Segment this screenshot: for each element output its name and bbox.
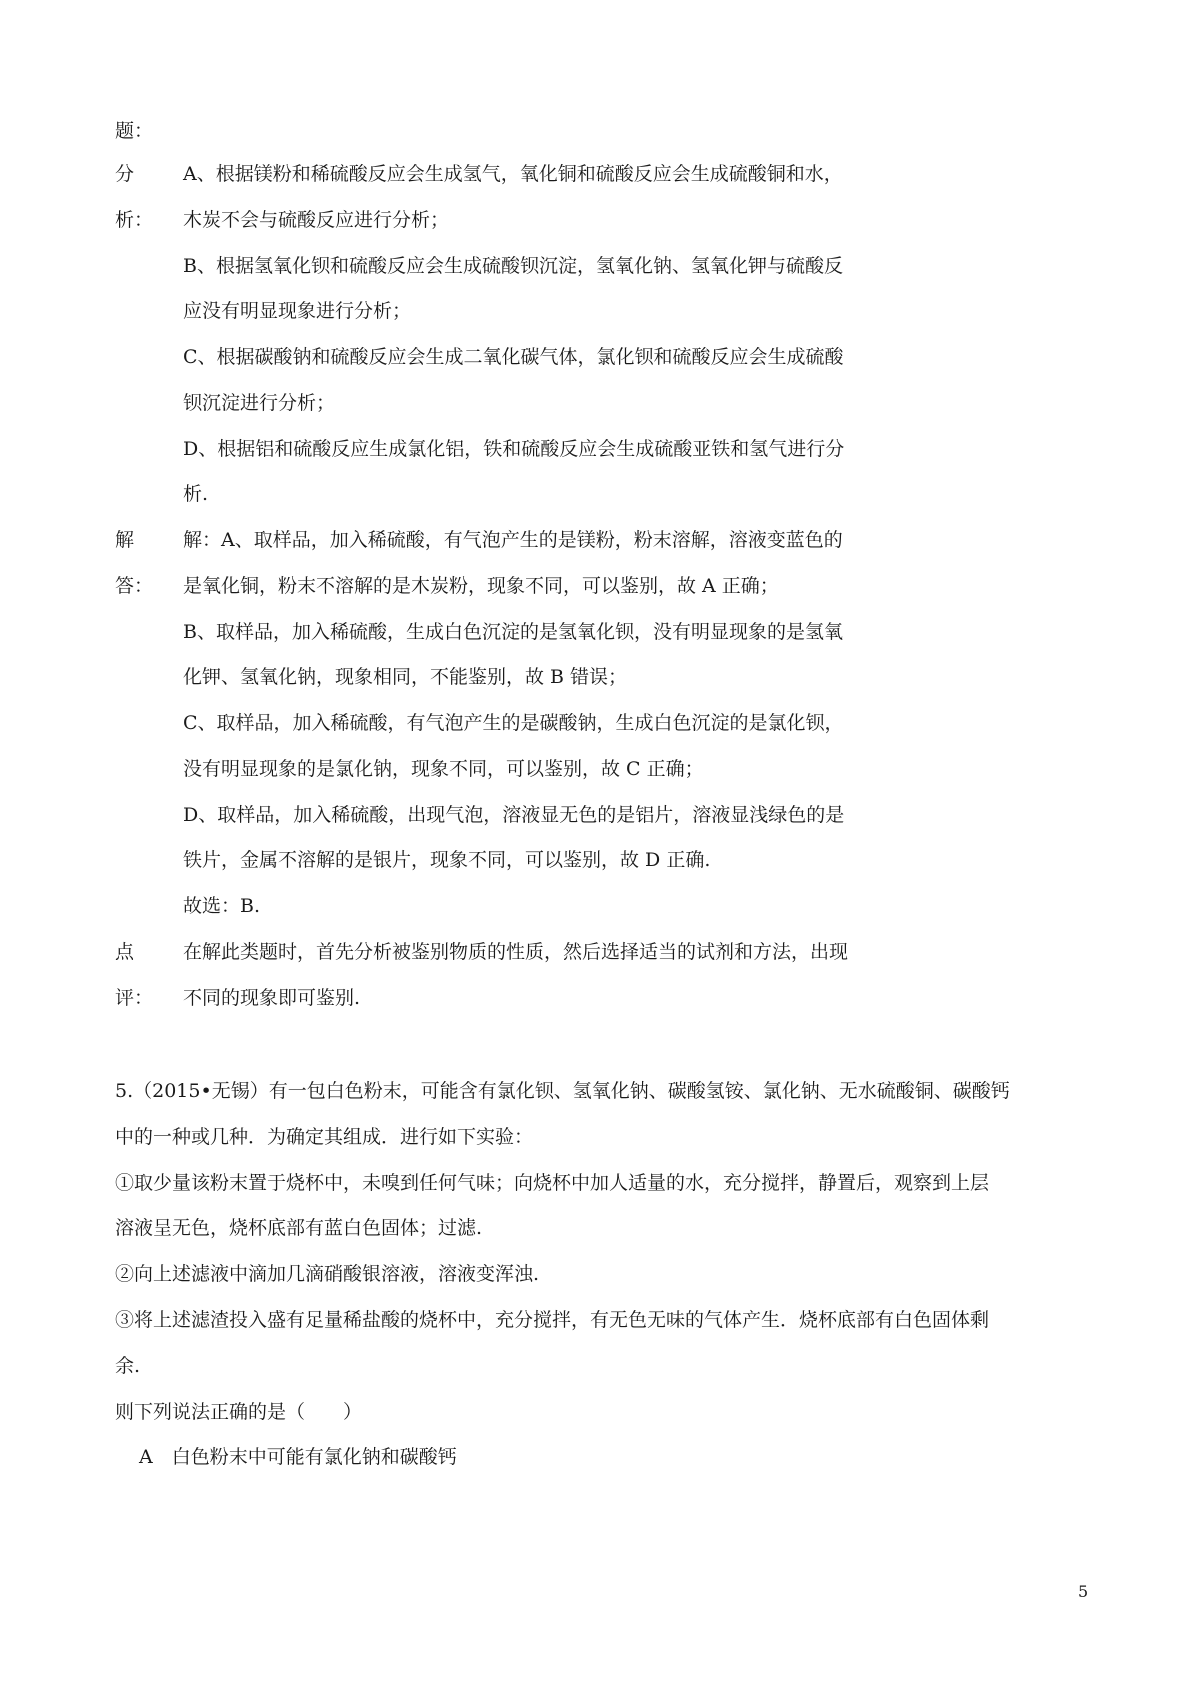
page-number: 5: [1078, 1582, 1089, 1601]
analysis-label-part1: 分: [115, 163, 135, 185]
solution-line: 没有明显现象的是氯化钠，现象不同，可以鉴别，故 C 正确；: [183, 758, 704, 780]
analysis-line: B、根据氢氧化钡和硫酸反应会生成硫酸钡沉淀，氢氧化钠、氢氧化钾与硫酸反: [183, 255, 843, 277]
solution-line: 化钾、氢氧化钠，现象相同，不能鉴别，故 B 错误；: [183, 666, 628, 688]
solution-line: C、取样品，加入稀硫酸，有气泡产生的是碳酸钠，生成白色沉淀的是氯化钡，: [183, 712, 844, 734]
question5-step3: 余.: [115, 1355, 141, 1377]
analysis-line: 应没有明显现象进行分析；: [183, 300, 412, 322]
question5-step2: ②向上述滤液中滴加几滴硝酸银溶液，溶液变浑浊.: [115, 1263, 540, 1285]
question5-step1: 溶液呈无色，烧杯底部有蓝白色固体；过滤.: [115, 1217, 483, 1239]
analysis-heading-tail: 题：: [115, 120, 154, 142]
analysis-line: D、根据铝和硫酸反应生成氯化铝，铁和硫酸反应会生成硫酸亚铁和氢气进行分: [183, 438, 845, 460]
analysis-line: 木炭不会与硫酸反应进行分析；: [183, 209, 450, 231]
solution-label-part2: 答：: [115, 575, 154, 597]
solution-label-part1: 解: [115, 529, 135, 551]
analysis-line: 钡沉淀进行分析；: [183, 392, 336, 414]
question5-stem: 5.（2015•无锡）有一包白色粉末，可能含有氯化钡、氢氧化钠、碳酸氢铵、氯化钠、无水硫酸铜、碳酸钙: [115, 1080, 1010, 1102]
analysis-line: 析.: [183, 483, 209, 505]
comment-line: 不同的现象即可鉴别.: [183, 987, 361, 1009]
solution-line: 是氧化铜，粉末不溶解的是木炭粉，现象不同，可以鉴别，故 A 正确；: [183, 575, 779, 597]
solution-line: 解：A、取样品，加入稀硫酸，有气泡产生的是镁粉，粉末溶解，溶液变蓝色的: [183, 529, 843, 551]
solution-line: D、取样品，加入稀硫酸，出现气泡，溶液显无色的是铝片，溶液显浅绿色的是: [183, 804, 845, 826]
comment-label-part1: 点: [115, 941, 135, 963]
comment-line: 在解此类题时，首先分析被鉴别物质的性质，然后选择适当的试剂和方法，出现: [183, 941, 849, 963]
question5-option-a: A 白色粉末中可能有氯化钠和碳酸钙: [139, 1446, 457, 1468]
solution-line: 铁片，金属不溶解的是银片，现象不同，可以鉴别，故 D 正确.: [183, 849, 711, 871]
question5-prompt: 则下列说法正确的是（ ）: [115, 1401, 363, 1423]
solution-answer: 故选：B.: [183, 895, 261, 917]
question5-step1: ①取少量该粉末置于烧杯中，未嗅到任何气味；向烧杯中加人适量的水，充分搅拌，静置后，观察到上层: [115, 1172, 990, 1194]
solution-line: B、取样品，加入稀硫酸，生成白色沉淀的是氢氧化钡，没有明显现象的是氢氧: [183, 621, 843, 643]
analysis-label-part2: 析：: [115, 209, 154, 231]
question5-stem: 中的一种或几种．为确定其组成．进行如下实验：: [115, 1126, 534, 1148]
question5-step3: ③将上述滤渣投入盛有足量稀盐酸的烧杯中，充分搅拌，有无色无味的气体产生．烧杯底部有白色固体剩: [115, 1309, 990, 1331]
analysis-line: C、根据碳酸钠和硫酸反应会生成二氧化碳气体，氯化钡和硫酸反应会生成硫酸: [183, 346, 844, 368]
comment-label-part2: 评：: [115, 987, 154, 1009]
analysis-line: A、根据镁粉和稀硫酸反应会生成氢气，氧化铜和硫酸反应会生成硫酸铜和水，: [183, 163, 843, 185]
